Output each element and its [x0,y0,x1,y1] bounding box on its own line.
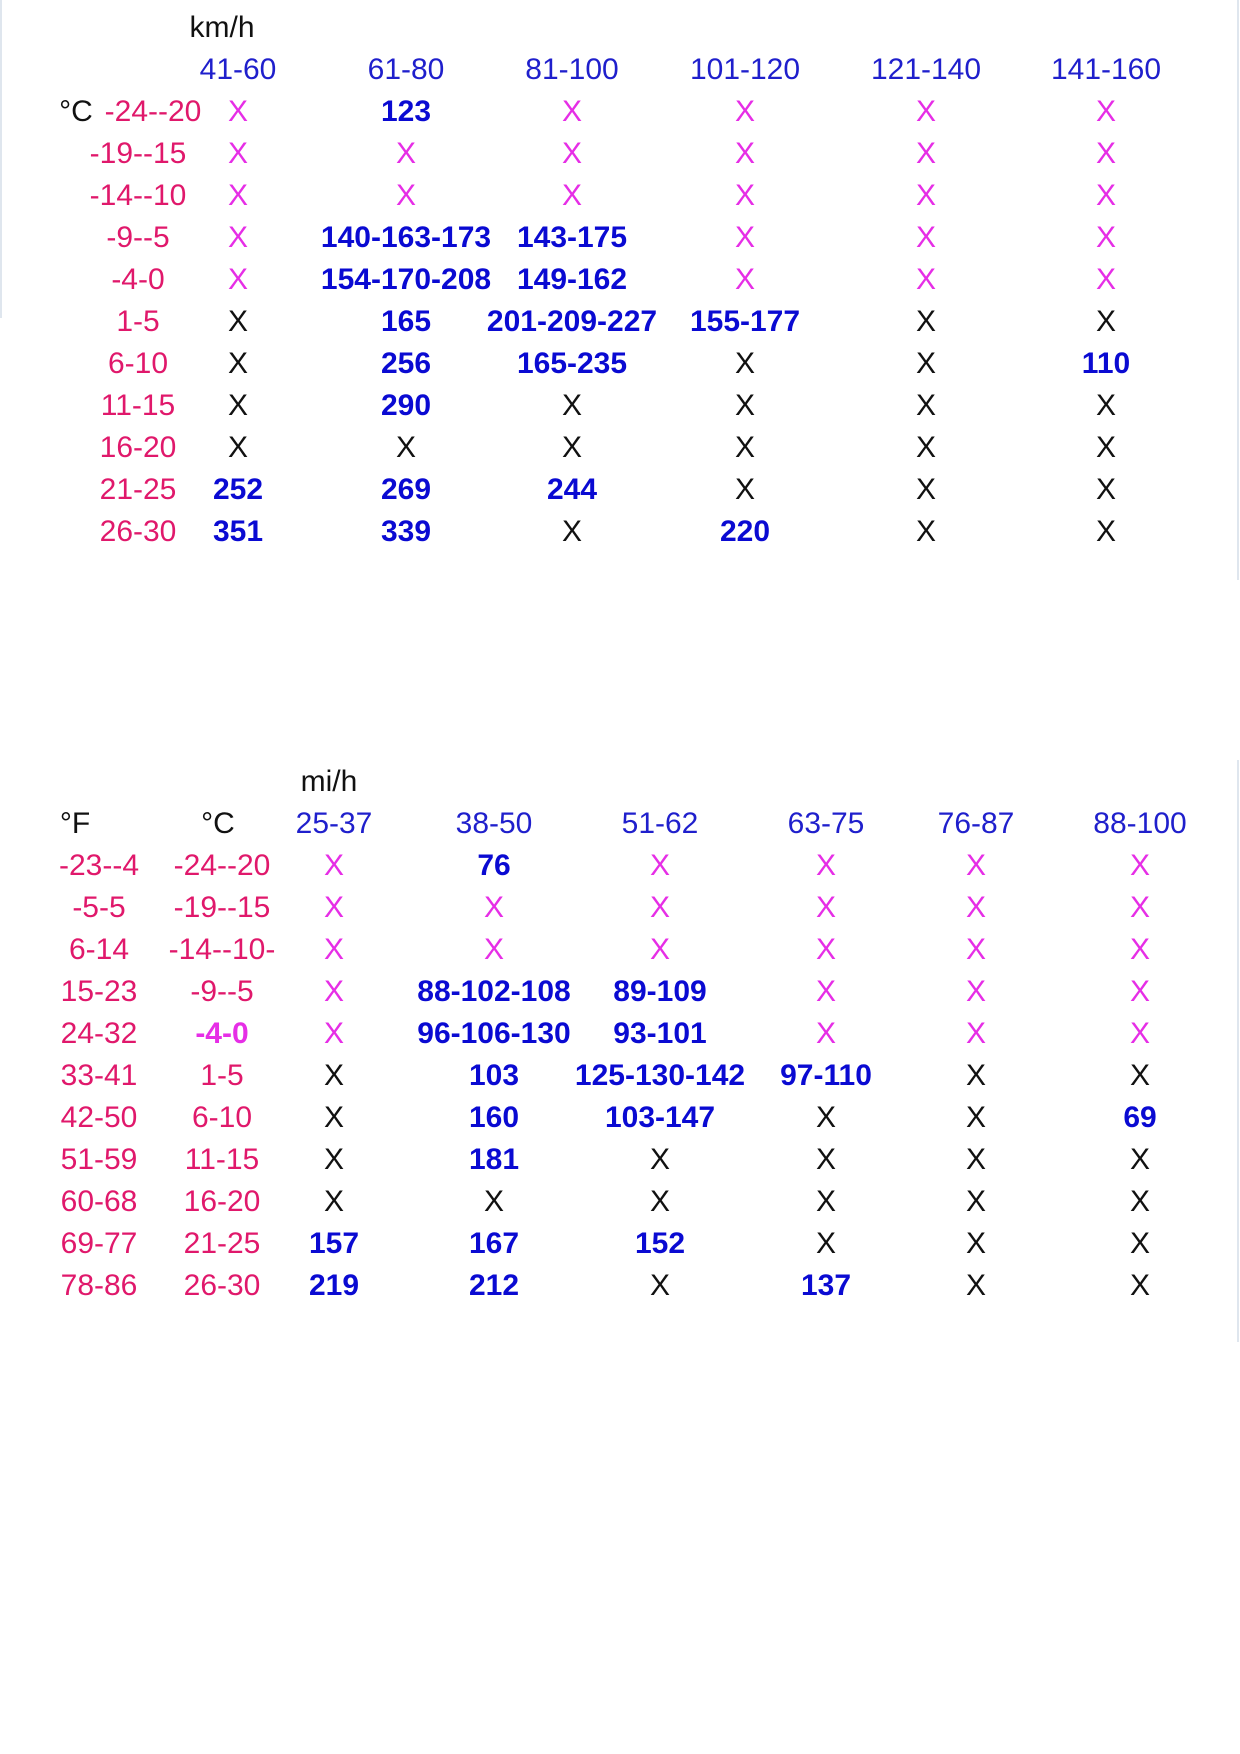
kmh-cell-value: 110 [1081,347,1131,380]
mih-cell-x: X [965,933,987,966]
mih-row-fahrenheit-label: 42-50 [60,1101,138,1134]
mih-cell-value: 69 [1123,1101,1157,1134]
kmh-cell-value: 123 [380,95,432,128]
kmh-cell-x: X [915,347,937,380]
mih-cell-x: X [965,1017,987,1050]
mih-cell-x: X [815,1227,837,1260]
mih-row-celsius-label: 1-5 [200,1059,244,1092]
kmh-cell-value: 201-209-227 [486,305,658,338]
kmh-cell-value: 290 [380,389,432,422]
mih-row-fahrenheit-label: 33-41 [60,1059,138,1092]
kmh-cell-x: X [1095,221,1117,254]
kmh-cell-x: X [1095,179,1117,212]
fahrenheit-unit-label: °F [59,807,91,840]
mih-row-celsius-label: 21-25 [183,1227,261,1260]
mih-row-celsius-label: 6-10 [191,1101,253,1134]
kmh-cell-x: X [734,137,756,170]
kmh-cell-x: X [395,431,417,464]
mih-cell-value: 125-130-142 [574,1059,746,1092]
mih-row-fahrenheit-label: 78-86 [60,1269,138,1302]
kmh-row-label: 16-20 [99,431,177,464]
mih-cell-value: 219 [308,1269,360,1302]
left-edge-line [0,0,2,318]
kmh-row-label: 1-5 [116,305,160,338]
mih-cell-x: X [649,849,671,882]
kmh-column-header: 41-60 [199,53,277,86]
kmh-cell-value: 140-163-173 [320,221,492,254]
kmh-cell-x: X [227,347,249,380]
mih-cell-x: X [965,1269,987,1302]
kmh-cell-x: X [227,263,249,296]
mih-row-fahrenheit-label: 6-14 [68,933,130,966]
kmh-cell-x: X [915,515,937,548]
mih-cell-value: 152 [634,1227,686,1260]
mih-cell-x: X [815,933,837,966]
kmh-cell-x: X [1095,515,1117,548]
mih-cell-x: X [323,933,345,966]
mih-cell-x: X [323,1185,345,1218]
kmh-cell-x: X [915,179,937,212]
kmh-cell-x: X [734,95,756,128]
right-edge-line-bottom [1237,760,1239,1342]
mih-cell-value: 157 [308,1227,360,1260]
kmh-cell-x: X [227,95,249,128]
kmh-cell-x: X [915,263,937,296]
kmh-column-header: 61-80 [367,53,445,86]
kmh-column-header: 121-140 [870,53,982,86]
mih-cell-x: X [483,933,505,966]
mih-cell-value: 97-110 [780,1059,872,1092]
kmh-cell-x: X [395,179,417,212]
kmh-cell-x: X [561,389,583,422]
kmh-cell-value: 165 [380,305,432,338]
celsius-unit-label: °C [59,95,93,128]
mih-cell-x: X [1129,1185,1151,1218]
mih-cell-x: X [815,1017,837,1050]
mih-row-celsius-label: -9--5 [190,975,254,1008]
mih-row-celsius-label: -4-0 [195,1017,249,1050]
mih-cell-x: X [649,1143,671,1176]
mih-cell-x: X [815,975,837,1008]
kmh-row-label: -4-0 [111,263,165,296]
mih-cell-x: X [815,1101,837,1134]
kmh-column-header: 81-100 [525,53,619,86]
mih-column-header: 76-87 [937,807,1015,840]
kmh-row-label: -9--5 [106,221,170,254]
mih-cell-value: 88-102-108 [417,975,571,1008]
kmh-cell-x: X [561,431,583,464]
mih-cell-x: X [323,1143,345,1176]
mih-column-header: 25-37 [295,807,373,840]
kmh-cell-x: X [227,389,249,422]
kmh-cell-x: X [734,431,756,464]
kmh-cell-value: 244 [546,473,598,506]
kmh-row-label: 6-10 [107,347,169,380]
kmh-cell-x: X [734,389,756,422]
mih-cell-value: 93-101 [613,1017,707,1050]
mih-cell-x: X [1129,933,1151,966]
mih-cell-x: X [323,975,345,1008]
mih-cell-x: X [1129,1227,1151,1260]
mih-cell-value: 96-106-130 [417,1017,571,1050]
mih-cell-x: X [483,891,505,924]
mih-cell-value: 89-109 [613,975,707,1008]
mih-cell-value: 160 [468,1101,520,1134]
mih-cell-x: X [965,1227,987,1260]
mih-cell-x: X [965,1143,987,1176]
mih-cell-x: X [965,849,987,882]
mih-row-fahrenheit-label: 15-23 [60,975,138,1008]
mih-row-fahrenheit-label: 51-59 [60,1143,138,1176]
mih-cell-x: X [323,849,345,882]
mih-cell-x: X [323,1017,345,1050]
mih-cell-x: X [1129,849,1151,882]
kmh-cell-x: X [915,137,937,170]
mih-row-celsius-label: 16-20 [183,1185,261,1218]
kmh-cell-x: X [734,347,756,380]
kmh-cell-x: X [227,221,249,254]
mih-cell-x: X [1129,1017,1151,1050]
kmh-cell-value: 154-170-208 [320,263,492,296]
kmh-cell-x: X [1095,389,1117,422]
mih-cell-x: X [1129,1059,1151,1092]
kmh-cell-value: 149-162 [516,263,628,296]
kmh-cell-value: 339 [380,515,432,548]
kmh-cell-value: 351 [212,515,264,548]
mih-row-fahrenheit-label: 60-68 [60,1185,138,1218]
mih-cell-value: 181 [468,1143,520,1176]
mih-row-celsius-label: -19--15 [173,891,271,924]
mih-unit-label: mi/h [300,765,358,798]
mih-row-fahrenheit-label: -5-5 [72,891,126,924]
kmh-row-label: 26-30 [99,515,177,548]
mih-cell-x: X [1129,1143,1151,1176]
mih-row-fahrenheit-label: -23--4 [58,849,140,882]
kmh-cell-x: X [734,473,756,506]
mih-cell-x: X [965,1059,987,1092]
kmh-cell-x: X [915,473,937,506]
kmh-cell-x: X [1095,137,1117,170]
kmh-cell-x: X [1095,473,1117,506]
mih-cell-x: X [649,1185,671,1218]
kmh-cell-x: X [227,179,249,212]
kmh-cell-x: X [227,431,249,464]
mih-cell-value: 103-147 [604,1101,716,1134]
mih-column-header: 51-62 [621,807,699,840]
mih-cell-x: X [649,1269,671,1302]
mih-column-header: 63-75 [787,807,865,840]
kmh-row-label: 21-25 [99,473,177,506]
kmh-cell-x: X [561,515,583,548]
mih-cell-x: X [815,849,837,882]
kmh-row-label: -24--20 [104,95,202,128]
kmh-row-label: 11-15 [100,389,176,422]
mih-row-fahrenheit-label: 69-77 [60,1227,138,1260]
celsius-unit-label: °C [201,807,235,840]
mih-cell-value: 137 [800,1269,852,1302]
mih-row-celsius-label: 26-30 [183,1269,261,1302]
right-edge-line-top [1237,0,1239,580]
kmh-cell-x: X [227,137,249,170]
mih-cell-value: 103 [468,1059,520,1092]
kmh-cell-value: 165-235 [516,347,628,380]
kmh-cell-x: X [227,305,249,338]
kmh-row-label: -14--10 [89,179,187,212]
kmh-cell-value: 220 [719,515,771,548]
mih-row-celsius-label: -14--10- [168,933,276,966]
mih-cell-x: X [965,1101,987,1134]
mih-cell-x: X [1129,1269,1151,1302]
mih-cell-x: X [965,1185,987,1218]
kmh-cell-x: X [915,431,937,464]
kmh-cell-value: 256 [380,347,432,380]
kmh-cell-x: X [1095,95,1117,128]
mih-row-celsius-label: -24--20 [173,849,271,882]
mih-cell-value: 76 [477,849,511,882]
kmh-cell-value: 143-175 [516,221,628,254]
mih-cell-x: X [1129,975,1151,1008]
mih-cell-value: 167 [468,1227,520,1260]
mih-column-header: 88-100 [1093,807,1187,840]
mih-cell-x: X [815,1143,837,1176]
mih-cell-x: X [1129,891,1151,924]
mih-row-celsius-label: 11-15 [184,1143,260,1176]
kmh-cell-x: X [734,221,756,254]
kmh-row-label: -19--15 [89,137,187,170]
mih-cell-x: X [649,933,671,966]
mih-cell-value: 212 [468,1269,520,1302]
kmh-cell-x: X [915,305,937,338]
kmh-cell-value: 269 [380,473,432,506]
mih-cell-x: X [323,1059,345,1092]
kmh-cell-x: X [915,95,937,128]
kmh-cell-value: 252 [212,473,264,506]
kmh-cell-x: X [395,137,417,170]
kmh-cell-x: X [1095,263,1117,296]
kmh-cell-x: X [915,389,937,422]
mih-column-header: 38-50 [455,807,533,840]
kmh-unit-label: km/h [189,11,255,44]
kmh-cell-x: X [734,263,756,296]
kmh-cell-x: X [561,137,583,170]
kmh-column-header: 141-160 [1050,53,1162,86]
mih-cell-x: X [815,1185,837,1218]
kmh-cell-x: X [734,179,756,212]
kmh-cell-x: X [561,179,583,212]
mih-cell-x: X [323,1101,345,1134]
mih-cell-x: X [483,1185,505,1218]
kmh-cell-x: X [1095,431,1117,464]
kmh-cell-x: X [561,95,583,128]
kmh-cell-x: X [915,221,937,254]
mih-cell-x: X [815,891,837,924]
kmh-column-header: 101-120 [689,53,801,86]
mih-row-fahrenheit-label: 24-32 [60,1017,138,1050]
kmh-cell-value: 155-177 [689,305,801,338]
mih-cell-x: X [323,891,345,924]
mih-cell-x: X [649,891,671,924]
mih-cell-x: X [965,891,987,924]
mih-cell-x: X [965,975,987,1008]
kmh-cell-x: X [1095,305,1117,338]
